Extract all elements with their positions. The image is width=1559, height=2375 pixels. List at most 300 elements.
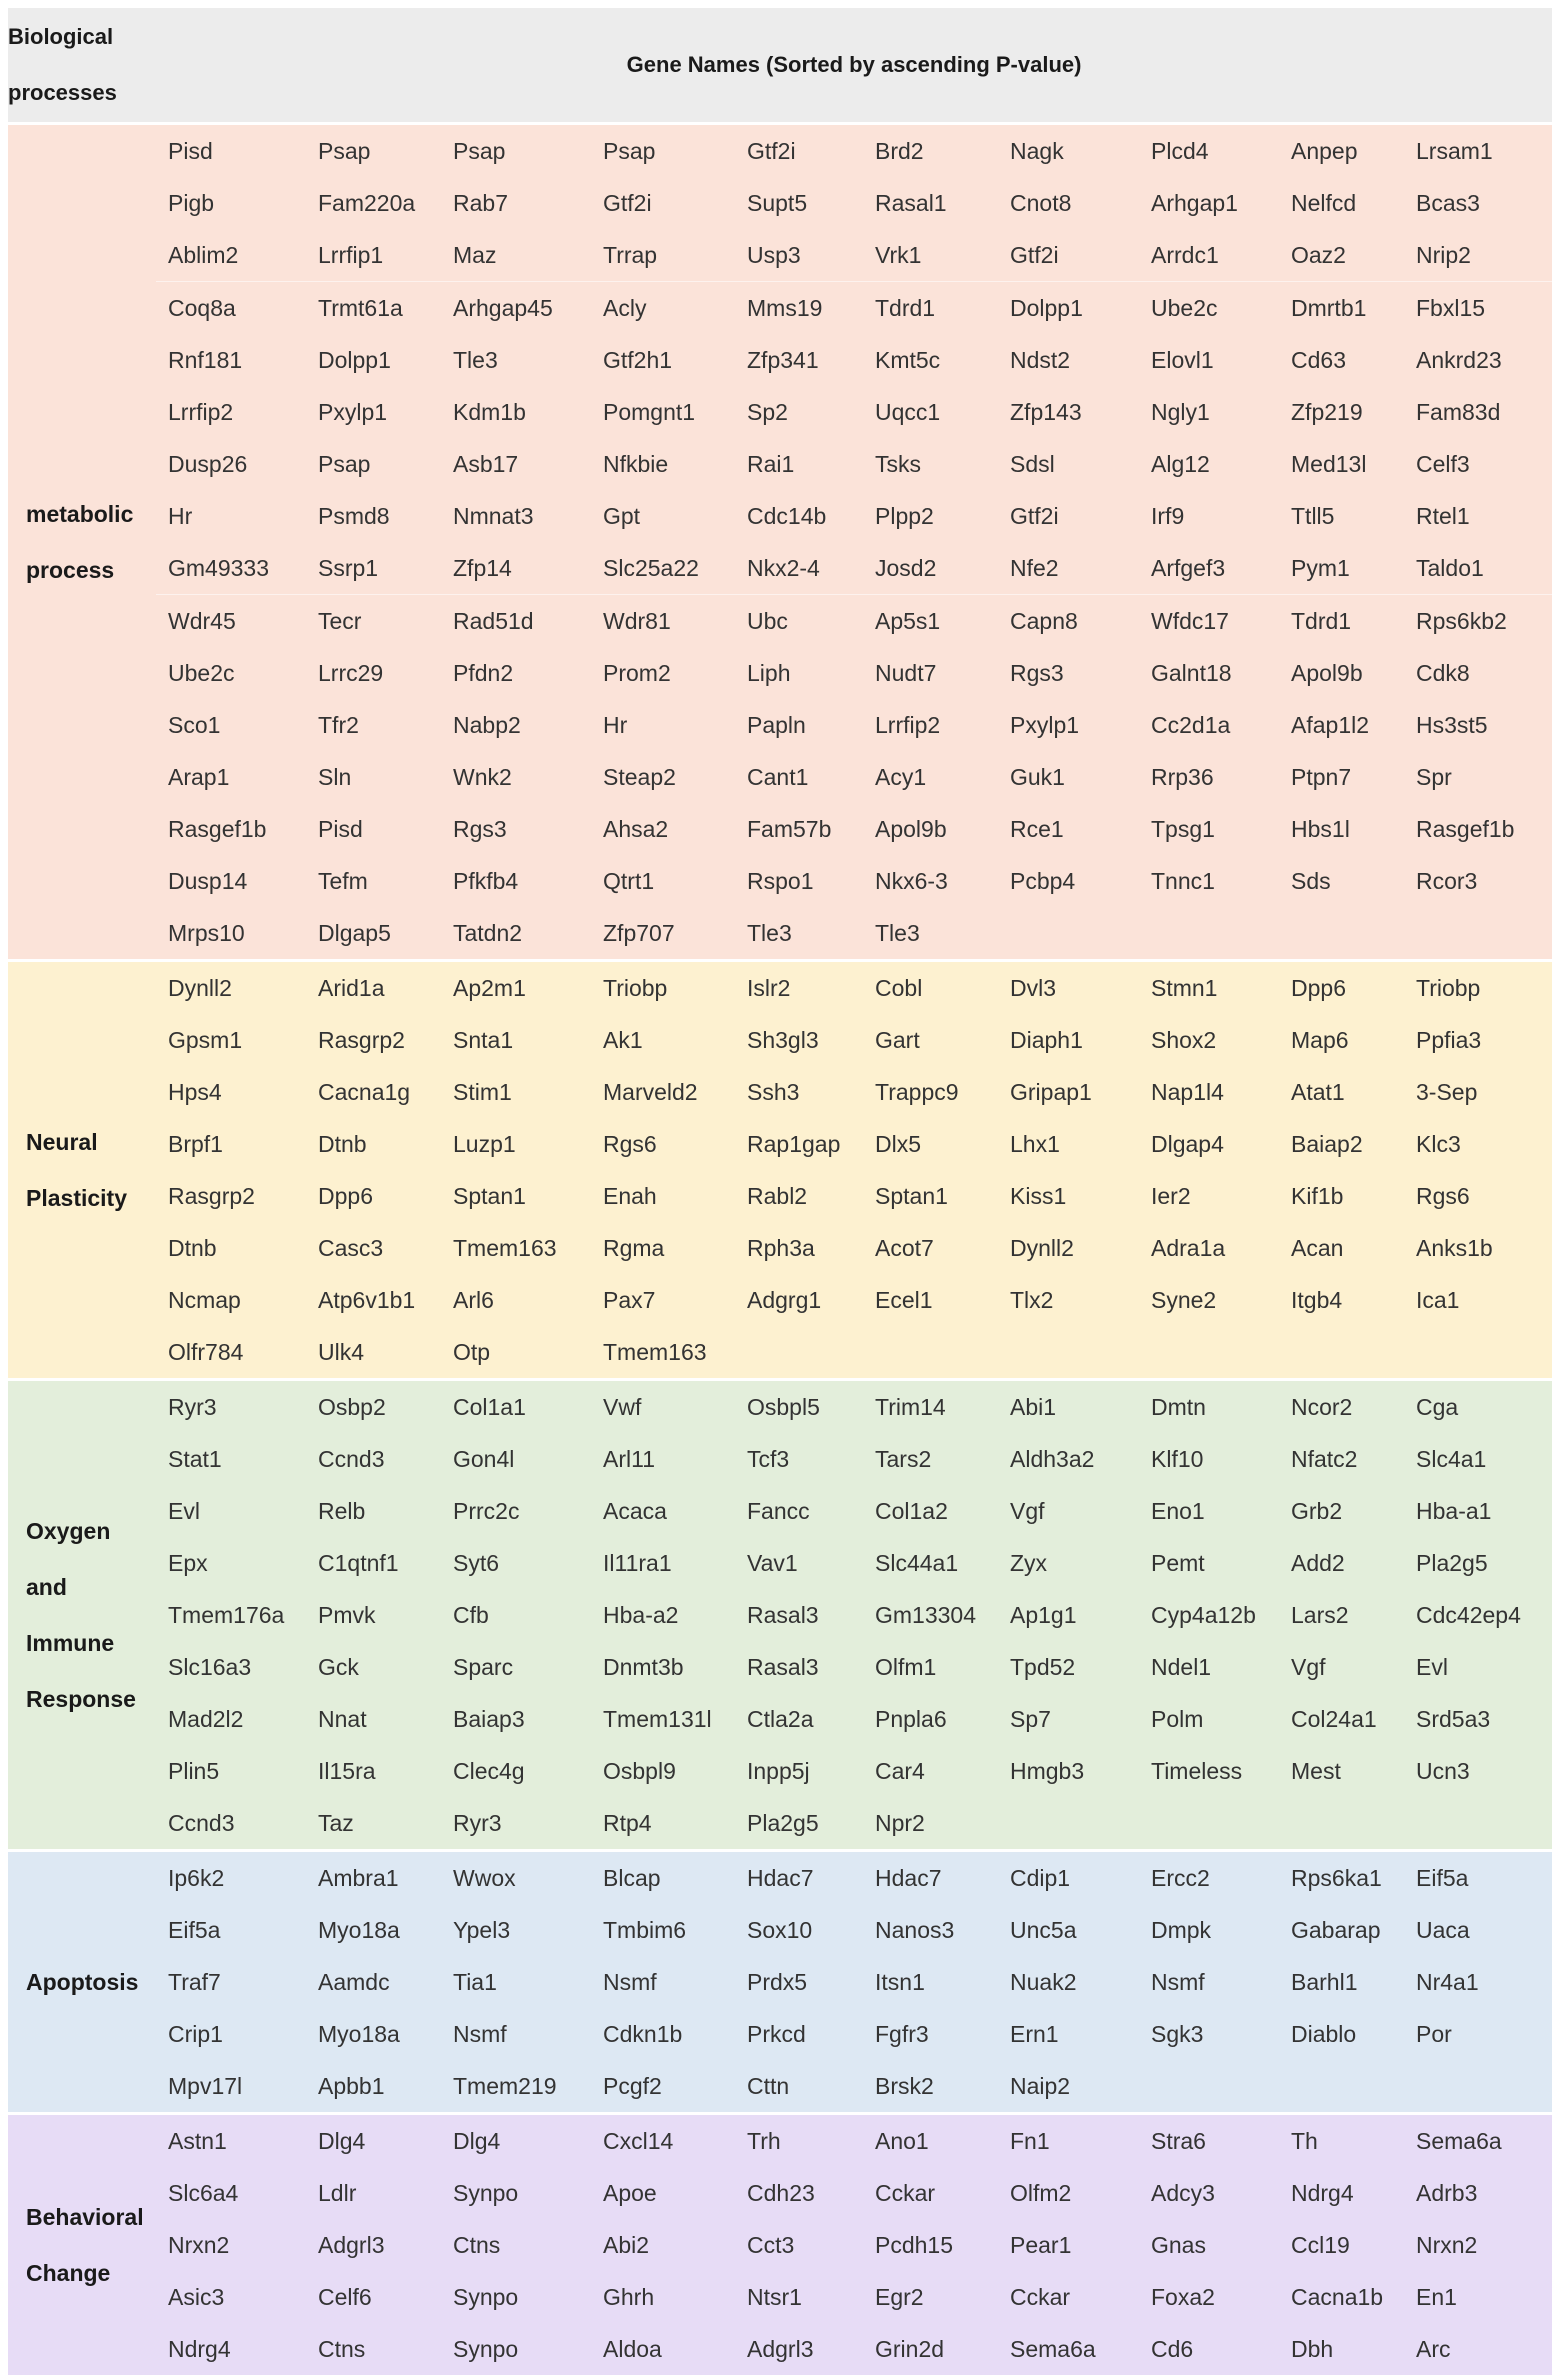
gene-cell: Ryr3: [441, 1797, 591, 1851]
gene-cell: Vrk1: [863, 229, 998, 282]
gene-cell: Atp6v1b1: [306, 1274, 441, 1326]
gene-cell: Rgs6: [591, 1118, 735, 1170]
gene-cell: Barhl1: [1279, 1956, 1404, 2008]
gene-cell: Zyx: [998, 1537, 1139, 1589]
gene-cell: Nsmf: [441, 2008, 591, 2060]
gene-cell: Kdm1b: [441, 386, 591, 438]
gene-cell: Gm13304: [863, 1589, 998, 1641]
gene-cell: Ncor2: [1279, 1380, 1404, 1434]
gene-cell: Rrp36: [1139, 751, 1279, 803]
gene-cell: Foxa2: [1139, 2271, 1279, 2323]
gene-cell: Ctla2a: [735, 1693, 863, 1745]
gene-cell: Itgb4: [1279, 1274, 1404, 1326]
gene-cell: Ngly1: [1139, 386, 1279, 438]
gene-cell: Trim14: [863, 1380, 998, 1434]
gene-cell: Cdkn1b: [591, 2008, 735, 2060]
gene-cell: Anks1b: [1404, 1222, 1552, 1274]
gene-cell: Pcbp4: [998, 855, 1139, 907]
table-row: [8, 2060, 1552, 2114]
gene-cell: Fancc: [735, 1485, 863, 1537]
gene-cell: C1qtnf1: [306, 1537, 441, 1589]
gene-cell: Rgs6: [1404, 1170, 1552, 1222]
gene-cell: Dusp14: [156, 855, 306, 907]
gene-cell: Pisd: [306, 803, 441, 855]
gene-cell: Triobp: [591, 961, 735, 1015]
gene-cell: Zfp707: [591, 907, 735, 961]
gene-cell: Cga: [1404, 1380, 1552, 1434]
section-2: [8, 1380, 1552, 1851]
table-row: [8, 961, 1552, 1015]
gene-cell: Adrb3: [1404, 2167, 1552, 2219]
gene-cell: Grb2: [1279, 1485, 1404, 1537]
gene-cell: Cobl: [863, 961, 998, 1015]
gene-cell: Dtnb: [156, 1222, 306, 1274]
gene-cell: Tpd52: [998, 1641, 1139, 1693]
gene-cell: Josd2: [863, 542, 998, 595]
gene-cell: Cckar: [998, 2271, 1139, 2323]
table-row: [8, 2219, 1552, 2271]
gene-cell: Snta1: [441, 1014, 591, 1066]
gene-cell: 3-Sep: [1404, 1066, 1552, 1118]
gene-cell: Slc16a3: [156, 1641, 306, 1693]
gene-cell: [998, 1797, 1139, 1851]
gene-cell: Col24a1: [1279, 1693, 1404, 1745]
gene-cell: Rgs3: [441, 803, 591, 855]
gene-cell: Nfkbie: [591, 438, 735, 490]
gene-cell: Nabp2: [441, 699, 591, 751]
table-row: [8, 751, 1552, 803]
gene-cell: Nsmf: [1139, 1956, 1279, 2008]
genes-column-header: Gene Names (Sorted by ascending P-value): [156, 8, 1552, 124]
gene-cell: Ccnd3: [306, 1433, 441, 1485]
gene-cell: Synpo: [441, 2323, 591, 2375]
gene-cell: Cd63: [1279, 334, 1404, 386]
gene-cell: Prkcd: [735, 2008, 863, 2060]
gene-cell: Nudt7: [863, 647, 998, 699]
gene-cell: Fam83d: [1404, 386, 1552, 438]
table-row: [8, 2271, 1552, 2323]
gene-cell: Ulk4: [306, 1326, 441, 1380]
gene-cell: Slc44a1: [863, 1537, 998, 1589]
gene-cell: Celf6: [306, 2271, 441, 2323]
gene-cell: Coq8a: [156, 282, 306, 335]
gene-cell: Cdc14b: [735, 490, 863, 542]
gene-cell: Apbb1: [306, 2060, 441, 2114]
table-row: [8, 647, 1552, 699]
gene-cell: Pnpla6: [863, 1693, 998, 1745]
gene-cell: Psmd8: [306, 490, 441, 542]
gene-cell: Papln: [735, 699, 863, 751]
gene-cell: Ndrg4: [156, 2323, 306, 2375]
gene-cell: Ecel1: [863, 1274, 998, 1326]
gene-cell: Stmn1: [1139, 961, 1279, 1015]
process-name-line: Change: [26, 2260, 110, 2286]
gene-cell: Rtel1: [1404, 490, 1552, 542]
gene-cell: Blcap: [591, 1851, 735, 1905]
gene-cell: Psap: [306, 438, 441, 490]
gene-cell: Rasgrp2: [156, 1170, 306, 1222]
gene-cell: Vwf: [591, 1380, 735, 1434]
gene-cell: Nelfcd: [1279, 177, 1404, 229]
gene-cell: Ercc2: [1139, 1851, 1279, 1905]
gene-cell: Hr: [156, 490, 306, 542]
table-row: [8, 1797, 1552, 1851]
gene-cell: Anpep: [1279, 124, 1404, 178]
gene-cell: Alg12: [1139, 438, 1279, 490]
gene-cell: Gtf2i: [998, 490, 1139, 542]
table-row: [8, 1274, 1552, 1326]
section-3: [8, 1851, 1552, 2114]
gene-cell: Hdac7: [735, 1851, 863, 1905]
table-row: [8, 1066, 1552, 1118]
gene-cell: Enah: [591, 1170, 735, 1222]
gene-cell: Rce1: [998, 803, 1139, 855]
gene-cell: Epx: [156, 1537, 306, 1589]
gene-cell: [1279, 1326, 1404, 1380]
gene-cell: Arhgap45: [441, 282, 591, 335]
gene-cell: Trmt61a: [306, 282, 441, 335]
gene-cell: Car4: [863, 1745, 998, 1797]
table-row: [8, 2008, 1552, 2060]
gene-cell: Nkx6-3: [863, 855, 998, 907]
gene-cell: Npr2: [863, 1797, 998, 1851]
gene-cell: Cdk8: [1404, 647, 1552, 699]
gene-cell: Olfm1: [863, 1641, 998, 1693]
gene-cell: [1404, 1326, 1552, 1380]
gene-cell: Fbxl15: [1404, 282, 1552, 335]
gene-cell: Unc5a: [998, 1904, 1139, 1956]
gene-cell: Hdac7: [863, 1851, 998, 1905]
gene-cell: Tatdn2: [441, 907, 591, 961]
gene-cell: Srd5a3: [1404, 1693, 1552, 1745]
gene-cell: Mad2l2: [156, 1693, 306, 1745]
gene-cell: Il11ra1: [591, 1537, 735, 1589]
gene-cell: Cacna1b: [1279, 2271, 1404, 2323]
gene-cell: Ube2c: [156, 647, 306, 699]
gene-cell: [1139, 907, 1279, 961]
gene-cell: Dtnb: [306, 1118, 441, 1170]
gene-cell: Kif1b: [1279, 1170, 1404, 1222]
section-4: [8, 2114, 1552, 2375]
table-row: [8, 334, 1552, 386]
gene-cell: Baiap3: [441, 1693, 591, 1745]
table-row: [8, 595, 1552, 648]
gene-cell: Nap1l4: [1139, 1066, 1279, 1118]
gene-cell: Arfgef3: [1139, 542, 1279, 595]
gene-cell: Dpp6: [306, 1170, 441, 1222]
gene-cell: [1139, 2060, 1279, 2114]
gene-cell: Ak1: [591, 1014, 735, 1066]
table-row: [8, 1485, 1552, 1537]
gene-cell: Sds: [1279, 855, 1404, 907]
gene-cell: Vav1: [735, 1537, 863, 1589]
gene-cell: Dynll2: [156, 961, 306, 1015]
gene-cell: Prrc2c: [441, 1485, 591, 1537]
gene-cell: Tmem163: [591, 1326, 735, 1380]
gene-cell: Plcd4: [1139, 124, 1279, 178]
gene-cell: Dlx5: [863, 1118, 998, 1170]
gene-cell: Cxcl14: [591, 2114, 735, 2168]
gene-cell: Aldh3a2: [998, 1433, 1139, 1485]
gene-cell: Ambra1: [306, 1851, 441, 1905]
gene-cell: Cacna1g: [306, 1066, 441, 1118]
gene-cell: Apoe: [591, 2167, 735, 2219]
gene-cell: Med13l: [1279, 438, 1404, 490]
gene-cell: Crip1: [156, 2008, 306, 2060]
gene-cell: Ccnd3: [156, 1797, 306, 1851]
gene-cell: Grin2d: [863, 2323, 998, 2375]
gene-cell: Tecr: [306, 595, 441, 648]
gene-cell: Egr2: [863, 2271, 998, 2323]
gene-cell: Tmem163: [441, 1222, 591, 1274]
gene-cell: Gabarap: [1279, 1904, 1404, 1956]
gene-cell: Diaph1: [998, 1014, 1139, 1066]
gene-cell: Hbs1l: [1279, 803, 1404, 855]
gene-cell: Capn8: [998, 595, 1139, 648]
gene-cell: Bcas3: [1404, 177, 1552, 229]
gene-cell: Stim1: [441, 1066, 591, 1118]
gene-cell: [1279, 2060, 1404, 2114]
gene-cell: Rasal3: [735, 1641, 863, 1693]
gene-cell: Trrap: [591, 229, 735, 282]
gene-cell: Hr: [591, 699, 735, 751]
gene-cell: Ccl19: [1279, 2219, 1404, 2271]
gene-cell: Fam57b: [735, 803, 863, 855]
gene-cell: Plpp2: [863, 490, 998, 542]
gene-cell: Marveld2: [591, 1066, 735, 1118]
gene-cell: Cd6: [1139, 2323, 1279, 2375]
gene-cell: Ssh3: [735, 1066, 863, 1118]
process-name-line: Immune: [26, 1630, 114, 1656]
gene-cell: Dlg4: [441, 2114, 591, 2168]
gene-cell: Psap: [591, 124, 735, 178]
gene-cell: Afap1l2: [1279, 699, 1404, 751]
gene-cell: Osbpl5: [735, 1380, 863, 1434]
gene-cell: Rps6ka1: [1279, 1851, 1404, 1905]
process-name-line: metabolic: [26, 501, 133, 527]
gene-cell: Osbpl9: [591, 1745, 735, 1797]
gene-cell: Ablim2: [156, 229, 306, 282]
table-row: [8, 1380, 1552, 1434]
gene-cell: Tfr2: [306, 699, 441, 751]
gene-cell: Taz: [306, 1797, 441, 1851]
gene-cell: Ap5s1: [863, 595, 998, 648]
gene-cell: Liph: [735, 647, 863, 699]
gene-cell: Gtf2h1: [591, 334, 735, 386]
gene-cell: Gtf2i: [735, 124, 863, 178]
gene-cell: Tars2: [863, 1433, 998, 1485]
gene-cell: Pigb: [156, 177, 306, 229]
gene-cell: Tmbim6: [591, 1904, 735, 1956]
gene-cell: Ptpn7: [1279, 751, 1404, 803]
gene-cell: [998, 1326, 1139, 1380]
gene-cell: Dusp26: [156, 438, 306, 490]
gene-cell: Asb17: [441, 438, 591, 490]
gene-table: [8, 8, 1552, 2375]
gene-cell: [735, 1326, 863, 1380]
table-row: [8, 699, 1552, 751]
table-row: [8, 386, 1552, 438]
gene-cell: Pmvk: [306, 1589, 441, 1641]
gene-cell: Hba-a2: [591, 1589, 735, 1641]
gene-cell: Spr: [1404, 751, 1552, 803]
table-row: [8, 1222, 1552, 1274]
gene-cell: Dynll2: [998, 1222, 1139, 1274]
gene-cell: Slc6a4: [156, 2167, 306, 2219]
table-row: [8, 1851, 1552, 1905]
gene-cell: Nfe2: [998, 542, 1139, 595]
gene-cell: Zfp143: [998, 386, 1139, 438]
gene-cell: Apol9b: [863, 803, 998, 855]
gene-cell: Ip6k2: [156, 1851, 306, 1905]
gene-cell: Pear1: [998, 2219, 1139, 2271]
gene-cell: Rnf181: [156, 334, 306, 386]
gene-cell: Sptan1: [863, 1170, 998, 1222]
gene-cell: Arl6: [441, 1274, 591, 1326]
gene-cell: Por: [1404, 2008, 1552, 2060]
gene-cell: Dmrtb1: [1279, 282, 1404, 335]
gene-cell: Abi2: [591, 2219, 735, 2271]
gene-cell: Cdc42ep4: [1404, 1589, 1552, 1641]
gene-cell: Brpf1: [156, 1118, 306, 1170]
table-row: [8, 1118, 1552, 1170]
gene-cell: Pomgnt1: [591, 386, 735, 438]
gene-cell: Astn1: [156, 2114, 306, 2168]
gene-cell: Dmpk: [1139, 1904, 1279, 1956]
gene-cell: Pla2g5: [1404, 1537, 1552, 1589]
gene-cell: Pfkfb4: [441, 855, 591, 907]
gene-cell: Arl11: [591, 1433, 735, 1485]
gene-cell: Rasgef1b: [1404, 803, 1552, 855]
gene-cell: En1: [1404, 2271, 1552, 2323]
gene-cell: Rtp4: [591, 1797, 735, 1851]
gene-cell: Arhgap1: [1139, 177, 1279, 229]
gene-cell: Galnt18: [1139, 647, 1279, 699]
gene-cell: [1404, 2060, 1552, 2114]
gene-cell: Adgrl3: [735, 2323, 863, 2375]
gene-cell: Rabl2: [735, 1170, 863, 1222]
gene-cell: Nsmf: [591, 1956, 735, 2008]
gene-cell: Maz: [441, 229, 591, 282]
gene-cell: Ryr3: [156, 1380, 306, 1434]
gene-cell: Rai1: [735, 438, 863, 490]
gene-cell: Cyp4a12b: [1139, 1589, 1279, 1641]
gene-cell: Lrsam1: [1404, 124, 1552, 178]
gene-cell: Adcy3: [1139, 2167, 1279, 2219]
gene-cell: Rasgef1b: [156, 803, 306, 855]
gene-cell: Hs3st5: [1404, 699, 1552, 751]
gene-cell: Qtrt1: [591, 855, 735, 907]
gene-cell: Syne2: [1139, 1274, 1279, 1326]
gene-cell: Brsk2: [863, 2060, 998, 2114]
gene-cell: Wdr45: [156, 595, 306, 648]
gene-cell: Nagk: [998, 124, 1139, 178]
gene-cell: Zfp341: [735, 334, 863, 386]
gene-cell: Islr2: [735, 961, 863, 1015]
gene-cell: Tmem131l: [591, 1693, 735, 1745]
process-name-line: Apoptosis: [26, 1969, 138, 1995]
process-name-cell: [8, 1380, 156, 1851]
gene-cell: Gnas: [1139, 2219, 1279, 2271]
gene-cell: Ghrh: [591, 2271, 735, 2323]
gene-cell: Col1a1: [441, 1380, 591, 1434]
gene-cell: Sp2: [735, 386, 863, 438]
gene-cell: Celf3: [1404, 438, 1552, 490]
gene-cell: [1139, 1326, 1279, 1380]
gene-cell: Gtf2i: [998, 229, 1139, 282]
gene-cell: Cfb: [441, 1589, 591, 1641]
gene-cell: Vgf: [1279, 1641, 1404, 1693]
gene-cell: Dolpp1: [998, 282, 1139, 335]
gene-cell: Wfdc17: [1139, 595, 1279, 648]
gene-cell: Pcdh15: [863, 2219, 998, 2271]
gene-cell: [1139, 1797, 1279, 1851]
gene-cell: Hmgb3: [998, 1745, 1139, 1797]
gene-cell: Map6: [1279, 1014, 1404, 1066]
gene-cell: Nnat: [306, 1693, 441, 1745]
gene-cell: Gtf2i: [591, 177, 735, 229]
gene-cell: Slc4a1: [1404, 1433, 1552, 1485]
gene-cell: Ctns: [441, 2219, 591, 2271]
gene-cell: Nmnat3: [441, 490, 591, 542]
gene-cell: Nr4a1: [1404, 1956, 1552, 2008]
gene-cell: Il15ra: [306, 1745, 441, 1797]
gene-cell: Ypel3: [441, 1904, 591, 1956]
gene-cell: Ldlr: [306, 2167, 441, 2219]
gene-cell: Rasgrp2: [306, 1014, 441, 1066]
gene-cell: Nfatc2: [1279, 1433, 1404, 1485]
gene-cell: Rps6kb2: [1404, 595, 1552, 648]
gene-cell: Rasal3: [735, 1589, 863, 1641]
table-row: [8, 2114, 1552, 2168]
gene-cell: Asic3: [156, 2271, 306, 2323]
gene-cell: Tdrd1: [1279, 595, 1404, 648]
gene-cell: Clec4g: [441, 1745, 591, 1797]
gene-cell: Itsn1: [863, 1956, 998, 2008]
table-row: [8, 1326, 1552, 1380]
gene-cell: Rasal1: [863, 177, 998, 229]
gene-cell: Psap: [306, 124, 441, 178]
gene-cell: Ucn3: [1404, 1745, 1552, 1797]
gene-cell: Taldo1: [1404, 542, 1552, 595]
gene-cell: Sema6a: [1404, 2114, 1552, 2168]
gene-cell: Syt6: [441, 1537, 591, 1589]
gene-cell: Cckar: [863, 2167, 998, 2219]
gene-cell: Rgs3: [998, 647, 1139, 699]
gene-cell: Baiap2: [1279, 1118, 1404, 1170]
gene-cell: Tpsg1: [1139, 803, 1279, 855]
gene-cell: Tdrd1: [863, 282, 998, 335]
table-row: [8, 907, 1552, 961]
table-row: [8, 1745, 1552, 1797]
table-row: [8, 282, 1552, 335]
gene-cell: Casc3: [306, 1222, 441, 1274]
gene-cell: Tle3: [735, 907, 863, 961]
gene-cell: Aamdc: [306, 1956, 441, 2008]
process-name-line: process: [26, 557, 114, 583]
table-row: [8, 542, 1552, 595]
gene-cell: Tle3: [863, 907, 998, 961]
gene-cell: Elovl1: [1139, 334, 1279, 386]
process-name-cell: [8, 124, 156, 961]
section-1: [8, 961, 1552, 1380]
gene-cell: Eif5a: [1404, 1851, 1552, 1905]
gene-cell: Irf9: [1139, 490, 1279, 542]
gene-cell: [1404, 907, 1552, 961]
gene-cell: Nrxn2: [1404, 2219, 1552, 2271]
gene-cell: Prom2: [591, 647, 735, 699]
gene-cell: Gripap1: [998, 1066, 1139, 1118]
